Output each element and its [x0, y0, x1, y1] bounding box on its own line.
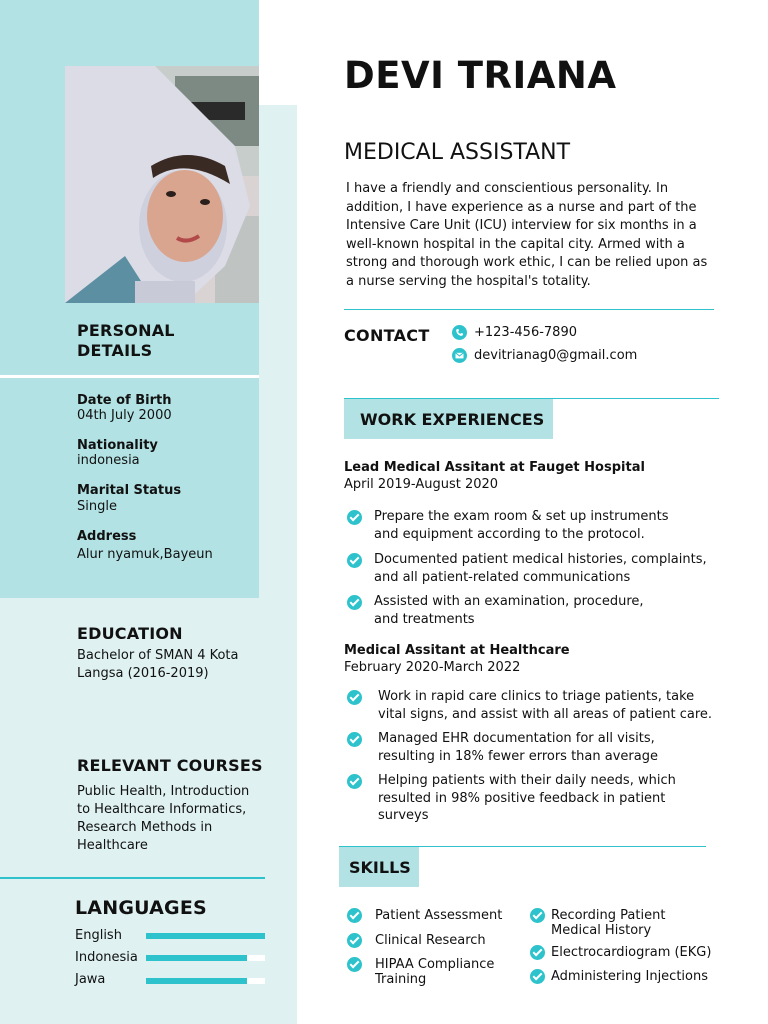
header-notch	[259, 0, 297, 105]
work-heading: WORK EXPERIENCES	[344, 399, 553, 439]
education-text: Bachelor of SMAN 4 Kota Langsa (2016-2019)	[77, 648, 239, 681]
skill-item: Electrocardiogram (EKG)	[530, 945, 711, 960]
education-heading: EDUCATION	[77, 624, 183, 643]
contact-heading: CONTACT	[344, 326, 430, 345]
language-level-fill	[146, 933, 265, 939]
job-dates: April 2019-August 2020	[344, 477, 499, 492]
check-icon	[530, 969, 545, 984]
check-icon	[347, 774, 362, 789]
address-label: Address	[77, 529, 137, 544]
phone-number[interactable]: +123-456-7890	[474, 325, 577, 340]
language-name: Jawa	[75, 972, 106, 987]
phone-icon	[452, 325, 467, 340]
skill-item: HIPAA Compliance Training	[347, 957, 505, 987]
job-bullet: Documented patient medical histories, complaints, and all patient-related communications	[347, 551, 719, 586]
courses-heading: RELEVANT COURSES	[77, 756, 263, 775]
languages-heading: LANGUAGES	[75, 897, 207, 919]
profile-photo	[65, 66, 259, 303]
check-icon	[347, 933, 362, 948]
check-icon	[347, 553, 362, 568]
job-dates: February 2020-March 2022	[344, 660, 521, 675]
check-icon	[347, 732, 362, 747]
language-level-fill	[146, 978, 247, 984]
check-icon	[347, 957, 362, 972]
languages-divider	[0, 877, 265, 879]
mail-icon	[452, 348, 467, 363]
skill-item: Patient Assessment	[347, 908, 502, 923]
nationality-label: Nationality	[77, 438, 158, 453]
job-bullet: Assisted with an examination, procedure, and treatments	[347, 593, 654, 628]
language-level-bar	[146, 933, 265, 939]
about-divider	[344, 309, 714, 310]
marital-status-label: Marital Status	[77, 483, 182, 498]
skill-item: Administering Injections	[530, 969, 708, 984]
phone-row	[452, 325, 577, 340]
language-name: English	[75, 928, 122, 943]
job-bullet: Helping patients with their daily needs, which resulted in 98% positive feedback in patient surveys	[347, 772, 688, 825]
job-bullet: Managed EHR documentation for all visits, resulting in 18% fewer errors than average	[347, 730, 678, 765]
dob-value: 04th July 2000	[77, 408, 172, 423]
skills-heading: SKILLS	[339, 847, 419, 887]
personal-details-heading: PERSONAL DETAILS	[77, 321, 175, 360]
dob-label: Date of Birth	[77, 393, 172, 408]
check-icon	[530, 945, 545, 960]
job-title: Lead Medical Assitant at Fauget Hospital	[344, 460, 645, 475]
skill-item: Recording Patient Medical History	[530, 908, 701, 938]
language-level-bar	[146, 955, 265, 961]
candidate-name: DEVI TRIANA	[344, 54, 617, 97]
address-value: Alur nyamuk,Bayeun	[77, 547, 213, 562]
language-level-bar	[146, 978, 265, 984]
check-icon	[347, 595, 362, 610]
language-name: Indonesia	[75, 950, 138, 965]
check-icon	[347, 908, 362, 923]
job-bullet: Prepare the exam room & set up instruments and equipment according to the protocol.	[347, 508, 684, 543]
marital-status-value: Single	[77, 499, 117, 514]
job-title: Medical Assitant at Healthcare	[344, 643, 570, 658]
language-level-fill	[146, 955, 247, 961]
check-icon	[347, 510, 362, 525]
check-icon	[530, 908, 545, 923]
job-role: MEDICAL ASSISTANT	[344, 140, 571, 165]
job-bullet: Work in rapid care clinics to triage patients, take vital signs, and assist with all areas of patient care.	[347, 688, 718, 723]
nationality-value: indonesia	[77, 453, 140, 468]
check-icon	[347, 690, 362, 705]
email-row	[452, 348, 637, 363]
about-paragraph: I have a friendly and conscientious personality. In addition, I have experience as a nurse and part of the Intensive Care Unit (ICU) interview for six months in a well-known hospital in the capital city. Armed with a strong and thorough work ethic, I can be relied upon as a nurse serving the hospital's totality.	[346, 181, 708, 289]
skill-item: Clinical Research	[347, 933, 486, 948]
email-address[interactable]: devitrianag0@gmail.com	[474, 348, 638, 363]
courses-text: Public Health, Introduction to Healthcare Informatics, Research Methods in Healthcare	[77, 784, 250, 853]
